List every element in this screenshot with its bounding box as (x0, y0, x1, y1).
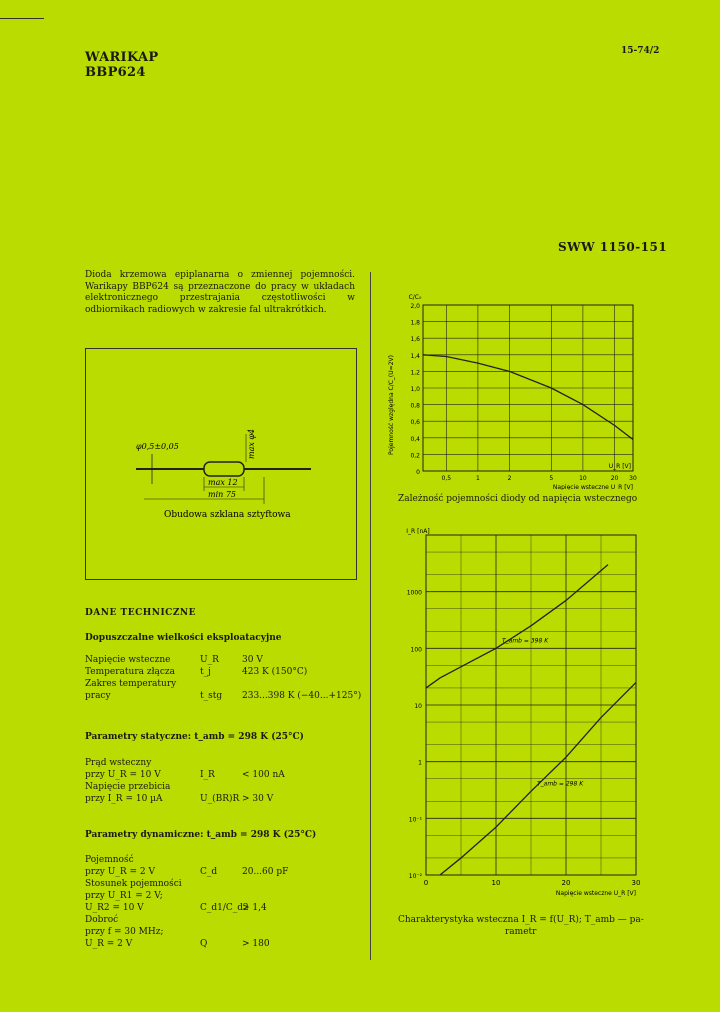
dim-total-length: min 75 (208, 490, 237, 499)
chart2-ytick: 10⁻² (408, 873, 422, 880)
dim-lead-diameter: φ0,5±0,05 (136, 442, 179, 451)
tech-label: Napięcie wsteczne (85, 655, 171, 665)
chart2-series-label: T_amb = 298 K (537, 780, 584, 788)
chart1-ytick: 0 (416, 469, 420, 476)
chart1-ytick: 0,4 (410, 435, 420, 443)
chart2-ytick: 1 (418, 759, 422, 767)
chart2-xtick: 20 (561, 879, 571, 887)
chart2-ytick: 1000 (406, 589, 422, 597)
sww-code: SWW 1150-151 (558, 240, 668, 254)
tech-value: 30 V (242, 655, 263, 665)
chart1-xtick: 30 (629, 475, 637, 482)
chart1-caption: Zależność pojemności diody od napięcia wstecznego (398, 494, 638, 504)
title-line2: BBP624 (85, 65, 146, 80)
tech-symbol: t_j (200, 667, 211, 677)
chart1-xlabel: Napięcie wsteczne U_R [V] (552, 484, 633, 490)
chart1-yunit: C/C₀ (408, 294, 422, 301)
tech-value: > 180 (242, 939, 270, 949)
tech-symbol: I_R (200, 770, 215, 780)
header-rule (0, 18, 44, 19)
tech-label: przy I_R = 10 µA (85, 794, 163, 804)
chart2-ytick: 100 (410, 646, 422, 654)
chart2-xtick: 0 (423, 879, 429, 887)
tech-value: > 1,4 (242, 903, 267, 913)
tech-value: < 100 nA (242, 770, 285, 780)
glass-body (204, 462, 244, 476)
chart1-ytick: 2,0 (410, 303, 420, 310)
chart1-ylabel: Pojemność względna C/C_(U=2V) (388, 355, 395, 455)
tech-label: U_R2 = 10 V (85, 903, 144, 913)
capacitance-chart (375, 285, 660, 490)
chart2-caption-2: rametr (505, 927, 537, 937)
tech-label: Pojemność (85, 855, 134, 865)
tech-label: Prąd wsteczny (85, 758, 152, 768)
tech-symbol: U_R (200, 655, 219, 665)
chart1-ytick: 1,6 (410, 336, 420, 344)
tech-value: > 30 V (242, 794, 274, 804)
chart1-xtick: 0,5 (441, 475, 452, 482)
chart1-xtick: 2 (507, 475, 512, 482)
document-title (85, 50, 158, 80)
chart1-xunit: U_R [V] (608, 463, 631, 470)
case-caption: Obudowa szklana sztyftowa (164, 510, 291, 520)
chart2-series-line (426, 565, 608, 688)
chart1-ytick: 1,0 (410, 386, 420, 393)
tech-label: Stosunek pojemności (85, 879, 182, 889)
chart1-ytick: 1,2 (410, 369, 420, 377)
tech-symbol: U_(BR)R (200, 794, 240, 804)
tech-label: przy U_R = 10 V (85, 770, 161, 780)
tech-label: Temperatura złącza (85, 667, 176, 677)
dim-body-length: max 12 (208, 478, 238, 487)
column-divider (370, 272, 371, 960)
title-line1: WARIKAP (85, 50, 159, 65)
tech-symbol: Q (200, 939, 208, 949)
tech-label: Zakres temperatury (85, 679, 177, 689)
dynamic-heading: Parametry dynamiczne: t_amb = 298 K (25°C) (85, 830, 317, 840)
tech-label: przy U_R1 = 2 V; (85, 891, 163, 901)
chart1-ytick: 0,2 (410, 452, 420, 460)
chart2-xtick: 10 (491, 879, 501, 887)
tech-value: 20...60 pF (242, 867, 289, 877)
tech-label: przy U_R = 2 V (85, 867, 155, 877)
chart1-xtick: 20 (610, 475, 619, 482)
chart2-yunit: I_R [nA] (406, 528, 430, 535)
chart1-ytick: 0,8 (410, 402, 420, 410)
chart1-ytick: 1,8 (410, 319, 420, 327)
tech-label: Dobroć (85, 915, 119, 925)
tech-label: przy f = 30 MHz; (85, 927, 164, 937)
dim-body-diameter: max φ4 (247, 428, 256, 459)
chart2-ytick: 10 (414, 703, 422, 710)
case-drawing-box (85, 348, 357, 580)
chart1-series-line (423, 355, 633, 440)
tech-value: 423 K (150°C) (242, 667, 308, 677)
chart1-xtick: 1 (475, 475, 480, 482)
static-heading: Parametry statyczne: t_amb = 298 K (25°C) (85, 732, 304, 742)
chart2-caption-1: Charakterystyka wsteczna I_R = f(U_R); T_amb — pa- (398, 915, 644, 925)
chart2-xlabel: Napięcie wsteczne U_R [V] (555, 890, 636, 897)
chart1-ytick: 0,6 (410, 419, 420, 427)
chart1-xtick: 10 (579, 475, 587, 482)
chart1-xtick: 5 (549, 475, 554, 482)
chart1-ytick: 1,4 (410, 352, 420, 360)
tech-label: U_R = 2 V (85, 939, 133, 949)
chart2-ytick: 10⁻¹ (408, 816, 422, 824)
tech-value: 233...398 K (−40...+125°) (242, 691, 362, 701)
tech-symbol: C_d1/C_d2 (200, 903, 249, 913)
case-drawing (86, 349, 356, 579)
tech-symbol: t_stg (200, 691, 223, 701)
tech-label: pracy (85, 691, 111, 701)
reverse-current-chart (378, 525, 660, 900)
description: Dioda krzemowa epiplanarna o zmiennej pojemności. Warikapy BBP624 są przeznaczone do pracy w układach elektronicznego przestrajania częstotliwości w odbiornikach radiowych w zakresie fal ultrakrótkich. (85, 270, 355, 315)
page-reference: 15-74/2 (621, 46, 660, 56)
chart2-xtick: 30 (631, 879, 641, 887)
limits-heading: Dopuszczalne wielkości eksploatacyjne (85, 633, 282, 643)
tech-heading: DANE TECHNICZNE (85, 608, 196, 618)
tech-label: Napięcie przebicia (85, 782, 171, 792)
tech-symbol: C_d (200, 867, 218, 877)
chart2-series-label: T_amb = 398 K (502, 637, 549, 645)
